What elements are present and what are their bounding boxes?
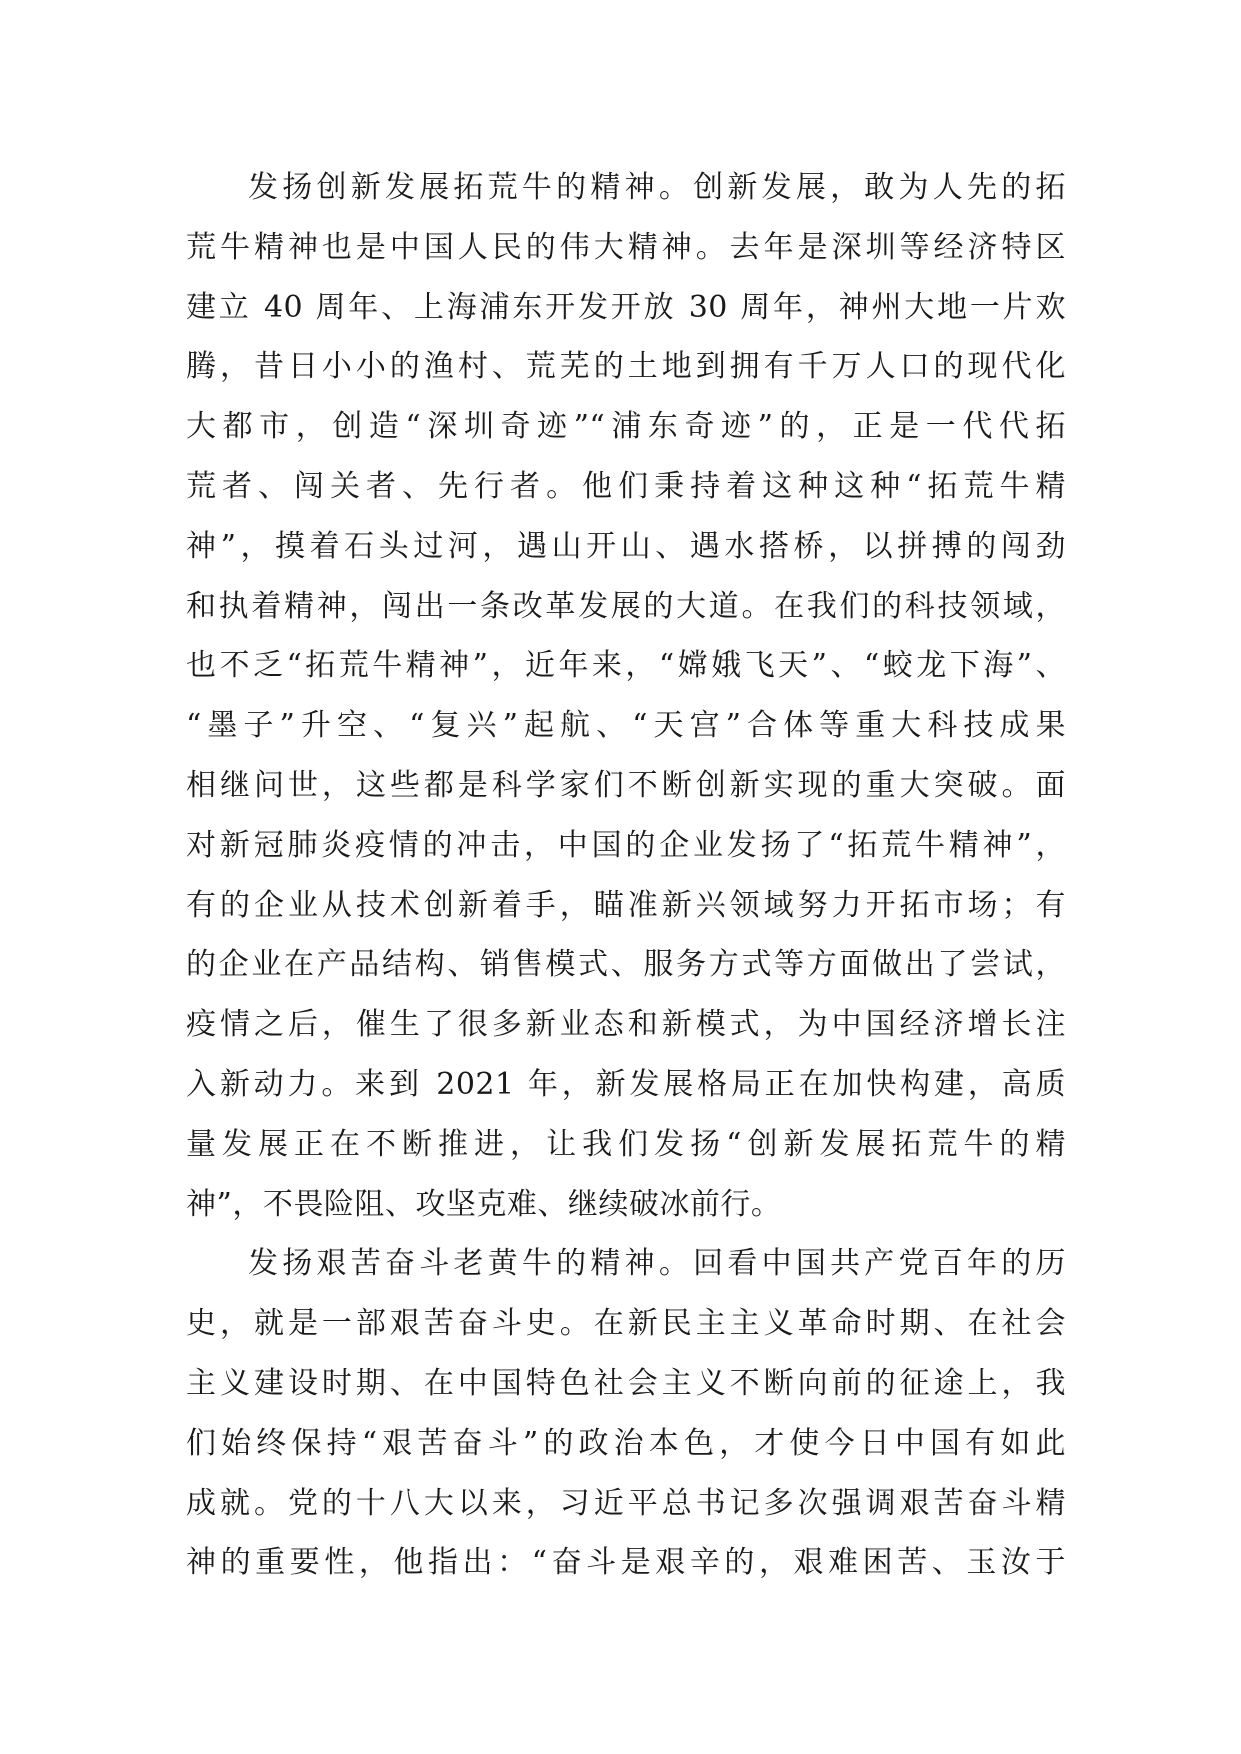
text-line: “墨子”升空、“复兴”起航、“天宫”合体等重大科技成果 <box>186 708 1066 744</box>
text-line: 发扬创新发展拓荒牛的精神。创新发展，敢为人先的拓 <box>248 170 1066 205</box>
paragraph-innovation <box>186 158 1066 1234</box>
text-line: 对新冠肺炎疫情的冲击，中国的企业发扬了“拓荒牛精神”， <box>186 827 1066 863</box>
text-line: 成就。党的十八大以来，习近平总书记多次强调艰苦奋斗精 <box>186 1485 1066 1521</box>
text-line: 建立 40 周年、上海浦东开发开放 30 周年，神州大地一片欢 <box>186 289 1066 325</box>
text-line: 神”，不畏险阻、攻坚克难、继续破冰前行。 <box>186 1186 782 1222</box>
text-line: 腾，昔日小小的渔村、荒芜的土地到拥有千万人口的现代化 <box>186 349 1066 385</box>
paragraph-hard-work <box>186 1234 1066 1593</box>
text-line: 神”，摸着石头过河，遇山开山、遇水搭桥，以拼搏的闯劲 <box>186 528 1066 564</box>
body-text <box>186 158 1066 1593</box>
text-line: 荒牛精神也是中国人民的伟大精神。去年是深圳等经济特区 <box>186 229 1066 265</box>
text-line: 入新动力。来到 2021 年，新发展格局正在加快构建，高质 <box>186 1066 1066 1102</box>
text-line: 疫情之后，催生了很多新业态和新模式，为中国经济增长注 <box>186 1007 1066 1043</box>
text-line: 主义建设时期、在中国特色社会主义不断向前的征途上，我 <box>186 1365 1066 1401</box>
text-line: 大都市，创造“深圳奇迹”“浦东奇迹”的，正是一代代拓 <box>186 409 1066 445</box>
text-line: 量发展正在不断推进，让我们发扬“创新发展拓荒牛的精 <box>186 1126 1066 1162</box>
text-line: 有的企业从技术创新着手，瞄准新兴领域努力开拓市场；有 <box>186 887 1066 923</box>
text-line: 的企业在产品结构、销售模式、服务方式等方面做出了尝试， <box>186 947 1066 983</box>
text-line: 荒者、闯关者、先行者。他们秉持着这种这种“拓荒牛精 <box>186 468 1066 504</box>
text-line: 和执着精神，闯出一条改革发展的大道。在我们的科技领域， <box>186 588 1066 624</box>
text-line: 相继问世，这些都是科学家们不断创新实现的重大突破。面 <box>186 767 1066 803</box>
text-line: 史，就是一部艰苦奋斗史。在新民主主义革命时期、在社会 <box>186 1306 1066 1342</box>
text-line: 们始终保持“艰苦奋斗”的政治本色，才使今日中国有如此 <box>186 1425 1066 1461</box>
text-line: 也不乏“拓荒牛精神”，近年来，“嫦娥飞天”、“蛟龙下海”、 <box>186 648 1066 684</box>
text-line: 发扬艰苦奋斗老黄牛的精神。回看中国共产党百年的历 <box>248 1246 1066 1282</box>
text-line: 神的重要性，他指出：“奋斗是艰辛的，艰难困苦、玉汝于 <box>186 1545 1066 1581</box>
